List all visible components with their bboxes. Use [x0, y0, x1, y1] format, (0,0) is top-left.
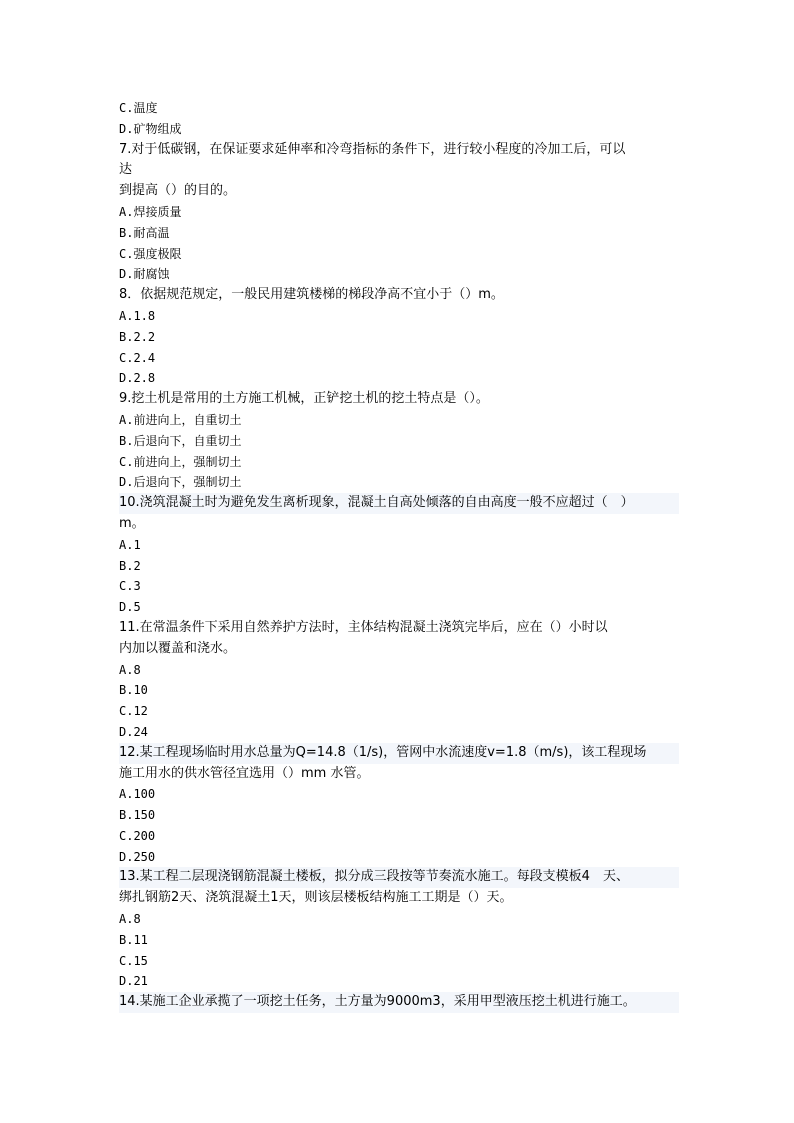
question-text-line: 7.对于低碳钢，在保证要求延伸率和冷弯指标的条件下，进行较小程度的冷加工后，可以 — [119, 141, 626, 157]
answer-option-line: B.2 — [119, 558, 141, 573]
answer-option-line: D.21 — [119, 974, 148, 989]
answer-option-line: B.11 — [119, 932, 148, 947]
question-text-line: 13.某工程二层现浇钢筋混凝土楼板，拟分成三段按等节奏流水施工。每段支模板4 天、 — [119, 867, 679, 888]
question-text-line: 绑扎钢筋2天、浇筑混凝土1天，则该层楼板结构施工工期是（）天。 — [119, 890, 513, 906]
question-text-line: 14.某施工企业承揽了一项挖土任务，土方量为9000m3，采用甲型液压挖土机进行施工。 — [119, 992, 679, 1013]
answer-option-line: D.250 — [119, 849, 156, 864]
answer-option-line: D.后退向下，强制切土 — [119, 475, 242, 490]
answer-option-line: B.150 — [119, 808, 156, 823]
question-text-line: m。 — [119, 515, 145, 531]
answer-option-line: C.200 — [119, 828, 156, 843]
answer-option-line: A.8 — [119, 912, 141, 927]
answer-option-line: C.前进向上，强制切土 — [119, 454, 242, 469]
answer-option-line: B.耐高温 — [119, 225, 170, 240]
answer-option-line: C.2.4 — [119, 350, 156, 365]
question-text-line: 10.浇筑混凝土时为避免发生离析现象，混凝土自高处倾落的自由高度一般不应超过（ ） — [119, 493, 679, 514]
answer-option-line: B.后退向下，自重切土 — [119, 433, 242, 448]
answer-option-line: A.100 — [119, 787, 156, 802]
question-text-line: 施工用水的供水管径宜选用（）mm 水管。 — [119, 765, 370, 781]
question-text-line: 到提高（）的目的。 — [119, 183, 237, 199]
answer-option-line: D.矿物组成 — [119, 121, 182, 136]
question-text-line: 9.挖土机是常用的土方施工机械，正铲挖土机的挖土特点是（）。 — [119, 391, 489, 407]
document-body — [119, 98, 679, 1013]
answer-option-line: D.耐腐蚀 — [119, 267, 170, 282]
question-text-line: 达 — [119, 162, 133, 178]
answer-option-line: B.2.2 — [119, 329, 156, 344]
answer-option-line: C.12 — [119, 704, 148, 719]
answer-option-line: C.强度极限 — [119, 246, 182, 261]
answer-option-line: D.2.8 — [119, 371, 156, 386]
answer-option-line: D.24 — [119, 724, 148, 739]
answer-option-line: C.15 — [119, 953, 148, 968]
answer-option-line: A.1.8 — [119, 308, 156, 323]
answer-option-line: C.3 — [119, 579, 141, 594]
answer-option-line: A.8 — [119, 662, 141, 677]
answer-option-line: B.10 — [119, 683, 148, 698]
question-text-line: 11.在常温条件下采用自然养护方法时，主体结构混凝土浇筑完毕后，应在（）小时以 — [119, 619, 608, 635]
answer-option-line: A.焊接质量 — [119, 204, 182, 219]
answer-option-line: A.1 — [119, 537, 141, 552]
question-text-line: 8．依据规范规定，一般民用建筑楼梯的梯段净高不宜小于（）m。 — [119, 287, 504, 303]
answer-option-line: C.温度 — [119, 101, 158, 115]
answer-option-line: A.前进向上，自重切土 — [119, 412, 242, 427]
question-text-line: 12.某工程现场临时用水总量为Q=14.8（1/s)，管网中水流速度v=1.8（m/s)，该工程现场 — [119, 743, 679, 764]
question-text-line: 内加以覆盖和浇水。 — [119, 640, 237, 656]
answer-option-line: D.5 — [119, 600, 141, 615]
